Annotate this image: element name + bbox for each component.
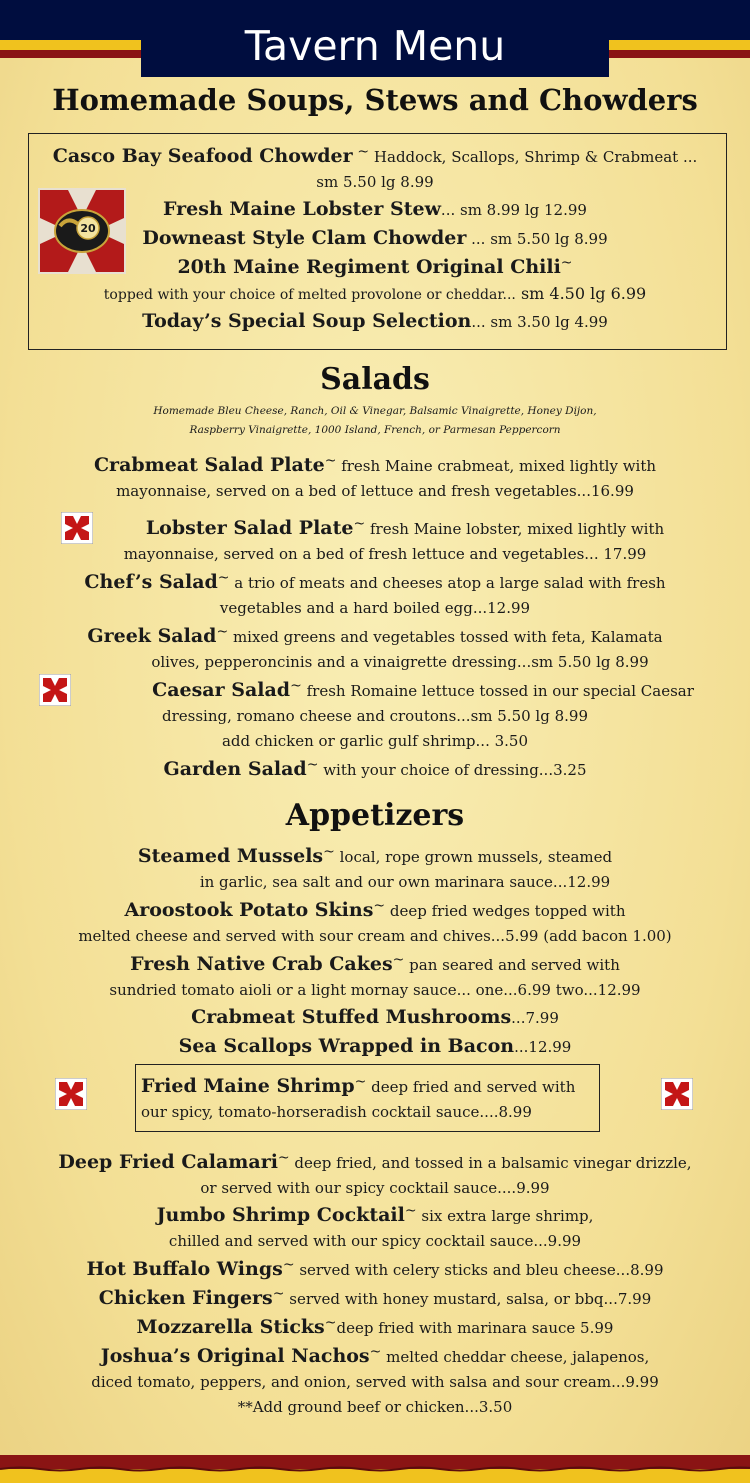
svg-text:20: 20	[80, 222, 96, 235]
menu-item: Fresh Native Crab Cakes~ pan seared and served with	[130, 952, 620, 975]
item-addon: **Add ground beef or chicken...3.50	[237, 1398, 513, 1416]
menu-item: Deep Fried Calamari~ deep fried, and tossed in a balsamic vinegar drizzle,	[58, 1150, 692, 1173]
item-desc: vegetables and a hard boiled egg...12.99	[219, 599, 531, 617]
right-banner-stripe	[609, 40, 750, 58]
item-desc: diced tomato, peppers, and onion, served with salsa and sour cream...9.99	[91, 1373, 659, 1391]
menu-item: Steamed Mussels~ local, rope grown mussels, steamed	[137, 844, 613, 867]
menu-item: Joshua’s Original Nachos~ melted cheddar cheese, jalapenos,	[100, 1344, 650, 1367]
item-price: ... sm 5.50 lg 8.99	[466, 230, 608, 248]
menu-item: Aroostook Potato Skins~ deep fried wedges topped with	[124, 898, 626, 921]
soups-heading: Homemade Soups, Stews and Chowders	[52, 83, 698, 117]
item-name: Casco Bay Seafood Chowder	[52, 145, 353, 167]
dressings-line: Raspberry Vinaigrette, 1000 Island, French, or Parmesan Peppercorn	[189, 424, 561, 436]
appetizers-heading: Appetizers	[285, 798, 465, 833]
menu-item: Chicken Fingers~ served with honey mustard, salsa, or bbq...7.99	[98, 1286, 652, 1309]
item-name: Deep Fried Calamari	[58, 1151, 278, 1173]
cross-icon	[55, 1078, 87, 1110]
item-price: ... sm 8.99 lg 12.99	[440, 201, 587, 219]
item-name: Crabmeat Stuffed Mushrooms	[191, 1006, 512, 1028]
item-desc: in garlic, sea salt and our own marinara sauce...12.99	[199, 873, 611, 891]
item-name: Downeast Style Clam Chowder	[142, 227, 467, 249]
item-price: ...12.99	[514, 1038, 572, 1056]
salads-heading: Salads	[320, 362, 430, 397]
item-price: ... sm 3.50 lg 4.99	[471, 313, 608, 331]
bottom-border	[0, 1455, 750, 1483]
menu-item: Caesar Salad~ fresh Romaine lettuce tossed in our special Caesar	[152, 678, 694, 701]
item-name: Fried Maine Shrimp	[141, 1075, 355, 1097]
item-desc: dressing, romano cheese and croutons...sm 5.50 lg 8.99	[161, 707, 588, 725]
item-desc: sundried tomato aioli or a light mornay sauce... one...6.99 two...12.99	[109, 981, 641, 999]
menu-item: 20th Maine Regiment Original Chili~	[177, 255, 573, 278]
cross-icon	[39, 674, 71, 706]
item-desc: or served with our spicy cocktail sauce....9.99	[200, 1179, 550, 1197]
item-addon: add chicken or garlic gulf shrimp... 3.50	[221, 732, 529, 750]
item-name: Aroostook Potato Skins	[124, 899, 374, 921]
menu-item: Garden Salad~ with your choice of dressing...3.25	[163, 757, 587, 780]
item-desc: our spicy, tomato-horseradish cocktail sauce....8.99	[141, 1103, 532, 1121]
item-name: Lobster Salad Plate	[145, 517, 354, 539]
item-name: Mozzarella Sticks	[136, 1316, 325, 1338]
menu-item: Greek Salad~ mixed greens and vegetables tossed with feta, Kalamata	[87, 624, 663, 647]
menu-item: Hot Buffalo Wings~ served with celery sticks and bleu cheese...8.99	[86, 1257, 664, 1280]
item-name: Hot Buffalo Wings	[86, 1258, 283, 1280]
menu-item: Jumbo Shrimp Cocktail~ six extra large shrimp,	[156, 1203, 594, 1226]
menu-item	[0, 1033, 750, 1060]
menu-item: Chef’s Salad~ a trio of meats and cheeses atop a large salad with fresh	[84, 570, 666, 593]
item-name: Caesar Salad	[152, 679, 291, 701]
item-name: Jumbo Shrimp Cocktail	[156, 1204, 405, 1226]
cross-icon	[661, 1078, 693, 1110]
item-desc: olives, pepperoncinis and a vinaigrette dressing...sm 5.50 lg 8.99	[151, 653, 649, 671]
item-name: Chef’s Salad	[84, 571, 218, 593]
item-name: Crabmeat Salad Plate	[93, 454, 325, 476]
item-name: Steamed Mussels	[137, 845, 324, 867]
menu-item: Mozzarella Sticks~deep fried with marinara sauce 5.99	[136, 1315, 614, 1338]
item-desc: chilled and served with our spicy cocktail sauce...9.99	[168, 1232, 582, 1250]
item-name: Garden Salad	[163, 758, 307, 780]
item-name: 20th Maine Regiment Original Chili	[177, 256, 561, 278]
menu-item	[0, 225, 750, 252]
item-name: Today’s Special Soup Selection	[142, 310, 472, 332]
page-title: Tavern Menu	[244, 22, 506, 70]
item-price: ...7.99	[511, 1009, 559, 1027]
dressings-line: Homemade Bleu Cheese, Ranch, Oil & Vinegar, Balsamic Vinaigrette, Honey Dijon,	[153, 405, 597, 417]
item-name: Chicken Fingers	[98, 1287, 273, 1309]
menu-item	[0, 1004, 750, 1031]
menu-item	[0, 308, 750, 335]
item-name: Joshua’s Original Nachos	[100, 1345, 370, 1367]
item-name: Fresh Maine Lobster Stew	[163, 198, 441, 220]
item-name: Sea Scallops Wrapped in Bacon	[178, 1035, 515, 1057]
item-desc: mayonnaise, served on a bed of lettuce and fresh vegetables...16.99	[116, 482, 634, 500]
menu-item: Fried Maine Shrimp~ deep fried and served with	[141, 1074, 576, 1097]
menu-item: Crabmeat Salad Plate~ fresh Maine crabmeat, mixed lightly with	[93, 453, 657, 476]
item-desc: mayonnaise, served on a bed of fresh lettuce and vegetables... 17.99	[123, 545, 647, 563]
left-banner-stripe	[0, 40, 141, 58]
menu-item: Lobster Salad Plate~ fresh Maine lobster, mixed lightly with	[145, 516, 665, 539]
item-name: Fresh Native Crab Cakes	[130, 953, 393, 975]
item-price: sm 4.50 lg 6.99	[515, 284, 647, 303]
item-desc: topped with your choice of melted provolone or cheddar... sm 4.50 lg 6.99	[103, 284, 647, 303]
item-desc: Haddock, Scallops, Shrimp & Crabmeat ...	[369, 148, 698, 166]
item-price: sm 5.50 lg 8.99	[316, 173, 434, 191]
item-name: Greek Salad	[87, 625, 217, 647]
menu-item	[0, 196, 750, 223]
menu-item: Casco Bay Seafood Chowder ~ Haddock, Scallops, Shrimp & Crabmeat ...	[52, 144, 698, 167]
cross-icon	[61, 512, 93, 544]
item-desc: melted cheese and served with sour cream and chives...5.99 (add bacon 1.00)	[78, 927, 672, 945]
